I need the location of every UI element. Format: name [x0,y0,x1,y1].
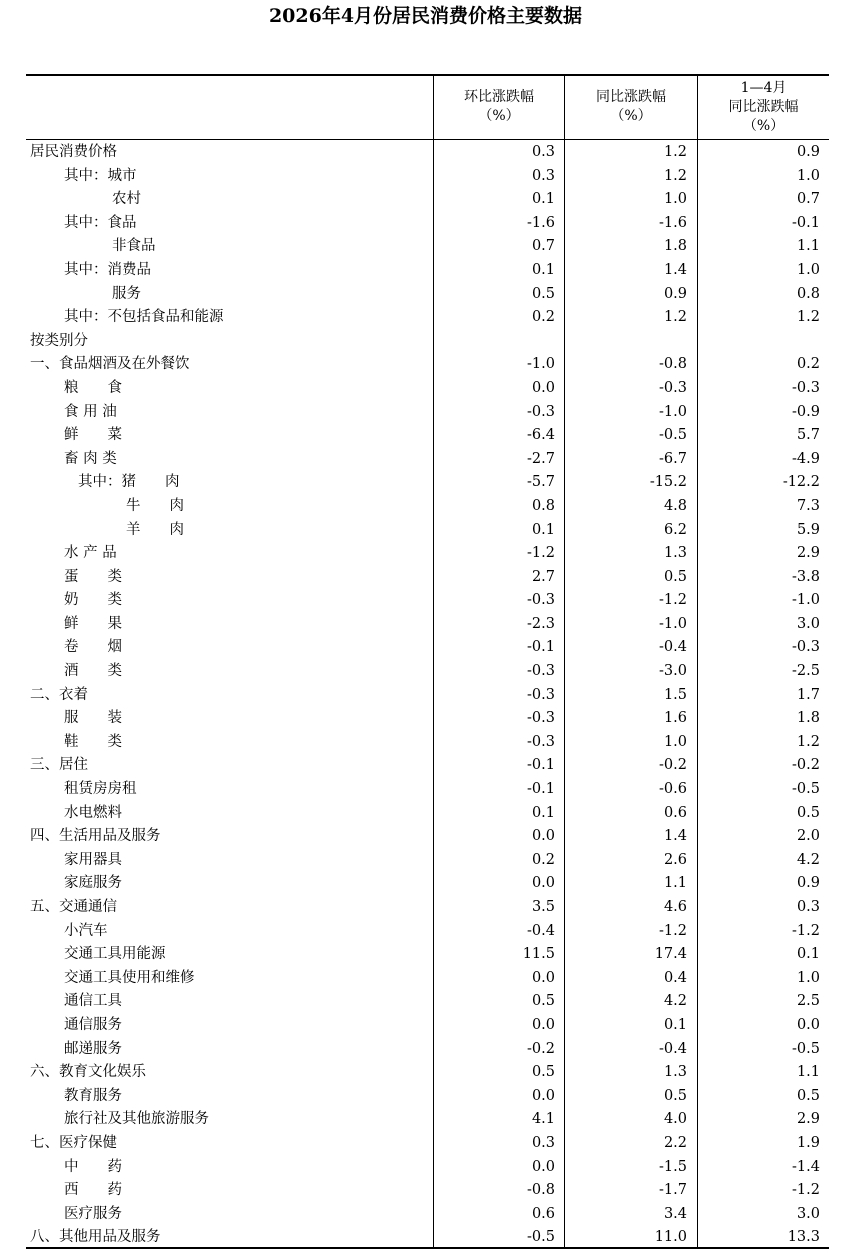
table-row [26,141,829,165]
ytd-value: 1.1 [796,238,820,255]
ytd-value: 1.7 [796,686,820,703]
mom-value: -0.1 [527,639,555,656]
yoy-value: 1.1 [663,875,687,892]
mom-value: -0.1 [527,781,555,798]
yoy-value: 1.5 [663,686,687,703]
table-row [26,424,829,448]
table-row [26,235,829,259]
yoy-value: -1.0 [659,615,687,632]
header-line: 1—4月 [740,79,787,96]
row-label: 中 药 [64,1158,122,1175]
yoy-value: -1.6 [659,214,687,231]
row-label: 家庭服务 [64,875,122,892]
ytd-value: -1.2 [792,922,820,939]
ytd-value: 0.0 [796,1016,820,1033]
table-row [26,471,829,495]
mom-value: -0.1 [527,757,555,774]
row-label: 奶 类 [64,592,122,609]
header-line: （%） [478,108,520,124]
mom-value: -6.4 [527,427,555,444]
ytd-value: 1.0 [796,167,820,184]
yoy-value: -1.2 [659,922,687,939]
ytd-value: -4.9 [792,450,820,467]
mom-value: 3.5 [531,899,555,915]
mom-value: 0.5 [531,1064,555,1081]
row-label: 鲜 菜 [64,427,122,444]
row-label: 七、医疗保健 [30,1134,117,1151]
mom-value: 0.1 [531,804,555,821]
yoy-value: 0.4 [663,969,687,986]
row-label: 邮递服务 [64,1040,122,1057]
table-row [26,990,829,1014]
row-label: 农村 [112,191,141,208]
table-row [26,849,829,873]
ytd-value: 1.8 [796,710,820,727]
row-label: 按类别分 [30,332,88,349]
table-row [26,1226,829,1250]
table-row [26,1038,829,1062]
ytd-value: -0.5 [792,781,820,798]
row-label: 六、教育文化娱乐 [30,1064,146,1081]
yoy-value: 6.2 [663,521,687,538]
row-label: 其中：城市 [64,167,137,184]
table-row [26,943,829,967]
ytd-value: -1.2 [792,1182,820,1199]
table-body [26,141,829,1250]
yoy-value: 0.5 [663,568,687,585]
table-header-rule [26,139,829,140]
row-label: 牛 肉 [126,497,184,514]
mom-value: 0.5 [531,993,555,1010]
table-row [26,660,829,684]
ytd-value: 2.5 [796,993,820,1010]
yoy-value: 1.3 [663,1064,687,1081]
ytd-value: 1.0 [796,261,820,278]
ytd-value: 13.3 [787,1229,820,1246]
ytd-value: -2.5 [792,663,820,680]
row-label: 通信工具 [64,993,122,1010]
row-label: 食 用 油 [64,403,117,420]
table-row [26,1085,829,1109]
yoy-value: -0.3 [659,379,687,396]
row-label: 鲜 果 [64,615,122,632]
mom-value: 0.0 [531,379,555,396]
table-row [26,684,829,708]
row-label: 鞋 类 [64,733,122,750]
ytd-value: -1.0 [792,592,820,609]
yoy-value: -1.0 [659,403,687,420]
header-line: 环比涨跌幅 [464,89,534,105]
mom-value: 0.1 [531,521,555,538]
table-row [26,636,829,660]
mom-value: -2.3 [527,615,555,632]
row-label: 酒 类 [64,663,122,680]
table-row [26,306,829,330]
mom-value: 4.1 [531,1111,555,1128]
ytd-value: 1.1 [796,1064,820,1081]
header-line: （%） [742,117,785,134]
ytd-value: 3.0 [796,615,820,632]
yoy-value: 17.4 [654,946,687,963]
mom-value: 0.3 [531,1134,555,1151]
row-label: 八、其他用品及服务 [30,1229,161,1246]
row-label: 二、衣着 [30,686,88,703]
mom-value: -0.3 [527,686,555,703]
ytd-value: 3.0 [796,1205,820,1222]
yoy-value: 0.6 [663,804,687,821]
table-row [26,1179,829,1203]
row-label: 畜 肉 类 [64,450,117,467]
header-line: （%） [610,108,652,124]
table-row [26,165,829,189]
table-row [26,1203,829,1227]
header-ytd-yoy-change [698,75,829,139]
ytd-value: -0.2 [792,757,820,774]
yoy-value: 0.5 [663,1087,687,1104]
ytd-value: 0.7 [796,191,820,208]
mom-value: -0.8 [527,1182,555,1199]
yoy-value: 4.6 [663,899,687,915]
yoy-value: 4.0 [663,1111,687,1128]
table-row [26,401,829,425]
table-row [26,495,829,519]
yoy-value: 1.6 [663,710,687,727]
ytd-value: -0.1 [792,214,820,231]
row-label: 其中：猪 肉 [78,474,180,491]
table-row [26,566,829,590]
ytd-value: 5.9 [796,521,820,538]
row-label: 水电燃料 [64,804,122,821]
row-label: 交通工具使用和维修 [64,969,195,986]
yoy-value: 1.0 [663,191,687,208]
header-mom-change [434,75,564,139]
yoy-value: 1.8 [663,238,687,255]
yoy-value: -0.8 [659,356,687,373]
row-label: 服 装 [64,710,122,727]
ytd-value: 0.5 [796,804,820,821]
table-row [26,825,829,849]
row-label: 四、生活用品及服务 [30,828,161,845]
yoy-value: -0.6 [659,781,687,798]
ytd-value: 4.2 [796,851,820,868]
row-label: 通信服务 [64,1016,122,1033]
yoy-value: -6.7 [659,450,687,467]
table-row [26,448,829,472]
row-label: 粮 食 [64,379,122,396]
mom-value: -0.3 [527,733,555,750]
row-label: 居民消费价格 [30,144,117,160]
ytd-value: 1.9 [796,1134,820,1151]
ytd-value: 7.3 [796,497,820,514]
yoy-value: -3.0 [659,663,687,680]
ytd-value: -0.3 [792,639,820,656]
row-label: 三、居住 [30,757,88,774]
ytd-value: -12.2 [782,474,820,491]
ytd-value: 0.5 [796,1087,820,1104]
table-row [26,754,829,778]
ytd-value: 0.9 [796,875,820,892]
mom-value: -5.7 [527,474,555,491]
table-row [26,731,829,755]
row-label: 非食品 [112,238,156,255]
yoy-value: -0.4 [659,639,687,656]
ytd-value: 1.0 [796,969,820,986]
ytd-value: -0.5 [792,1040,820,1057]
row-label: 交通工具用能源 [64,946,166,963]
row-label: 旅行社及其他旅游服务 [64,1111,209,1128]
yoy-value: 4.8 [663,497,687,514]
table-row [26,967,829,991]
table-row [26,896,829,920]
yoy-value: 0.1 [663,1016,687,1033]
row-label: 卷 烟 [64,639,122,656]
mom-value: 0.6 [531,1205,555,1222]
table-row [26,1156,829,1180]
table-row [26,1061,829,1085]
page-title: 2026年4月份居民消费价格主要数据 [268,5,583,27]
yoy-value: 11.0 [654,1229,687,1246]
ytd-value: 5.7 [796,427,820,444]
row-label: 其中：消费品 [64,261,151,278]
table-row [26,212,829,236]
mom-value: 0.0 [531,1016,555,1033]
table-row [26,283,829,307]
row-label: 租赁房房租 [64,781,137,798]
table-row [26,1014,829,1038]
mom-value: -0.2 [527,1040,555,1057]
row-label: 医疗服务 [64,1205,122,1222]
mom-value: -0.3 [527,710,555,727]
yoy-value: 1.4 [663,828,687,845]
mom-value: 0.0 [531,1087,555,1104]
ytd-value: -0.9 [792,403,820,420]
yoy-value: -15.2 [649,474,687,491]
row-label: 五、交通通信 [30,899,117,915]
yoy-value: -1.7 [659,1182,687,1199]
mom-value: 0.8 [531,497,555,514]
ytd-value: 2.9 [796,545,820,562]
mom-value: 0.3 [531,167,555,184]
table-row [26,353,829,377]
ytd-value: 0.1 [796,946,820,963]
mom-value: -0.3 [527,592,555,609]
table-row [26,872,829,896]
mom-value: -1.2 [527,545,555,562]
ytd-value: 0.2 [796,356,820,373]
mom-value: 0.7 [531,238,555,255]
yoy-value: -1.5 [659,1158,687,1175]
row-label: 羊 肉 [126,521,184,538]
mom-value: 0.0 [531,875,555,892]
yoy-value: 2.2 [663,1134,687,1151]
table-row [26,542,829,566]
row-label: 一、食品烟酒及在外餐饮 [30,356,190,373]
yoy-value: 1.4 [663,261,687,278]
mom-value: 11.5 [522,946,555,963]
yoy-value: 3.4 [663,1205,687,1222]
row-label: 家用器具 [64,851,122,868]
yoy-value: 4.2 [663,993,687,1010]
row-label: 蛋 类 [64,568,122,585]
ytd-value: 0.9 [796,144,820,160]
row-label: 其中：不包括食品和能源 [64,309,224,326]
row-label: 小汽车 [64,922,108,939]
mom-value: -1.6 [527,214,555,231]
table-row [26,920,829,944]
mom-value: 0.2 [531,309,555,326]
ytd-value: 0.8 [796,285,820,302]
row-label: 水 产 品 [64,545,117,562]
mom-value: -1.0 [527,356,555,373]
ytd-value: -3.8 [792,568,820,585]
yoy-value: -0.2 [659,757,687,774]
table-row [26,377,829,401]
mom-value: 0.0 [531,969,555,986]
header-line: 同比涨跌幅 [728,98,799,115]
mom-value: 0.1 [531,261,555,278]
ytd-value: 1.2 [796,309,820,326]
table-row [26,259,829,283]
table-row [26,330,829,354]
mom-value: 2.7 [531,568,555,585]
mom-value: -2.7 [527,450,555,467]
mom-value: 0.2 [531,851,555,868]
table-row [26,778,829,802]
ytd-value: -0.3 [792,379,820,396]
mom-value: 0.3 [531,144,555,160]
yoy-value: 1.0 [663,733,687,750]
ytd-value: 2.9 [796,1111,820,1128]
table-row [26,1108,829,1132]
table-row [26,188,829,212]
mom-value: 0.0 [531,1158,555,1175]
mom-value: -0.3 [527,663,555,680]
yoy-value: 1.3 [663,545,687,562]
yoy-value: 1.2 [663,144,687,160]
row-label: 教育服务 [64,1087,122,1104]
row-label: 其中：食品 [64,214,137,231]
table-row [26,707,829,731]
ytd-value: -1.4 [792,1158,820,1175]
ytd-value: 0.3 [796,899,820,915]
ytd-value: 1.2 [796,733,820,750]
yoy-value: -0.5 [659,427,687,444]
yoy-value: -0.4 [659,1040,687,1057]
header-line: 同比涨跌幅 [596,89,666,105]
mom-value: -0.4 [527,922,555,939]
yoy-value: -1.2 [659,592,687,609]
yoy-value: 2.6 [663,851,687,868]
table-row [26,589,829,613]
table-row [26,802,829,826]
yoy-value: 1.2 [663,167,687,184]
header-yoy-change [565,75,697,139]
yoy-value: 0.9 [663,285,687,302]
row-label: 西 药 [64,1182,122,1199]
mom-value: 0.0 [531,828,555,845]
table-row [26,613,829,637]
yoy-value: 1.2 [663,309,687,326]
ytd-value: 2.0 [796,828,820,845]
mom-value: -0.3 [527,403,555,420]
mom-value: -0.5 [527,1229,555,1246]
row-label: 服务 [112,285,141,302]
mom-value: 0.5 [531,285,555,302]
mom-value: 0.1 [531,191,555,208]
table-row [26,519,829,543]
table-row [26,1132,829,1156]
